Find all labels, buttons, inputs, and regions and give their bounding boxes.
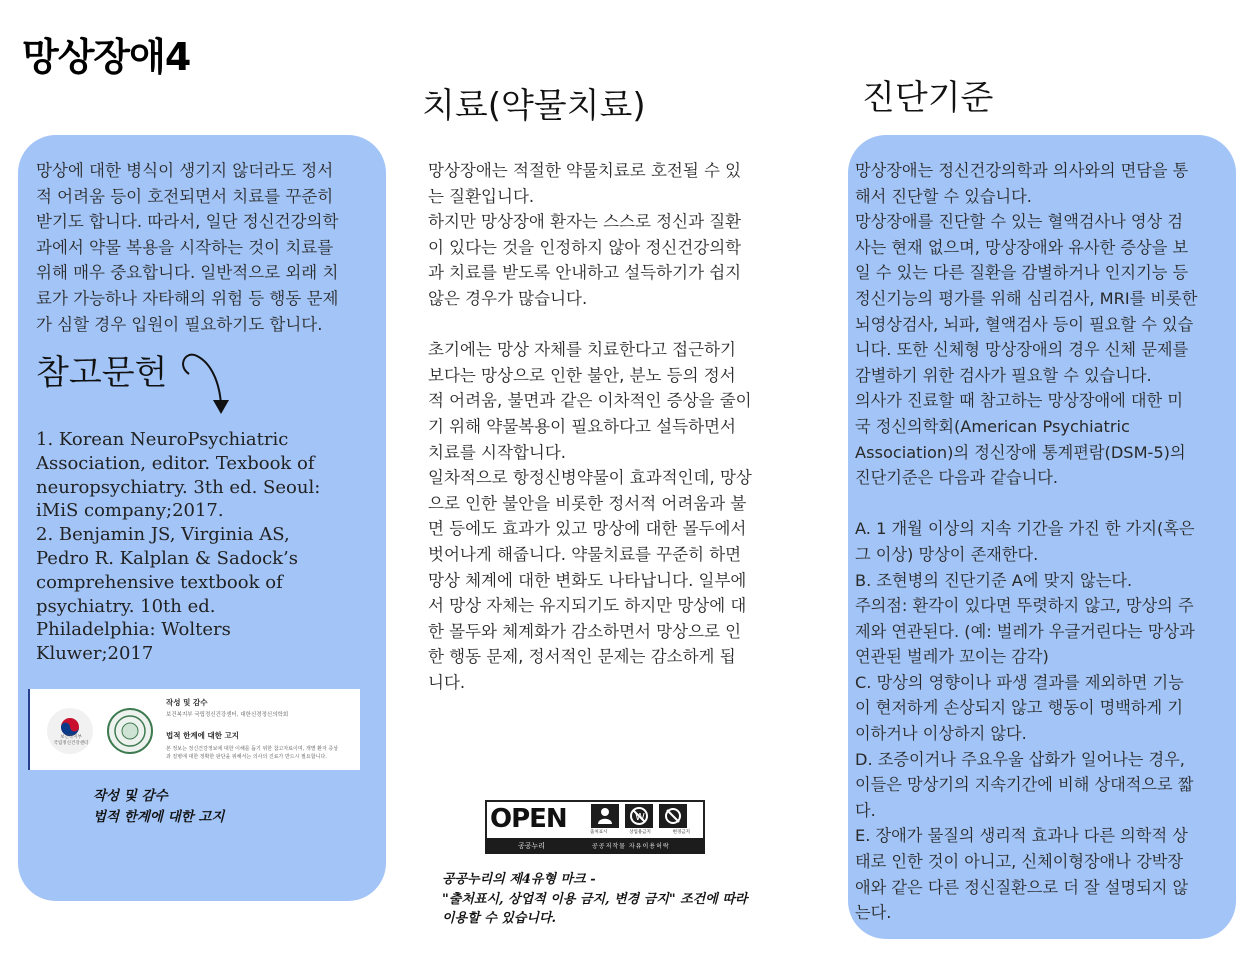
icon-label-no-derivatives: 변경금지	[672, 830, 690, 835]
svg-text:W: W	[635, 812, 645, 823]
page-title: 망상장애4	[22, 35, 191, 79]
curved-arrow-icon	[175, 348, 245, 420]
open-logo-text: OPEN	[490, 804, 567, 834]
diagnosis-heading: 진단기준	[862, 78, 994, 118]
treatment-heading: 치료(약물치료)	[422, 86, 646, 126]
open-badge-left-label: 공공누리	[518, 842, 546, 850]
notice-box-section2-text: 본 정보는 정신건강정보에 대한 이해를 돕기 위한 참고자료이며, 개별 환자 증상 과 질병에 대한 정확한 판단을 위해서는 의사의 진료가 반드시 필요합니다.	[166, 746, 339, 760]
seal-icon	[109, 710, 151, 752]
icon-label-non-commercial: 상업용금지	[629, 830, 651, 835]
attribution-icon	[591, 804, 619, 828]
taegeuk-icon	[47, 708, 93, 754]
diagnosis-body-text: 망상장애는 정신건강의학과 의사와의 면담을 통 해서 진단할 수 있습니다. 망상장애를 진단할 수 있는 혈액검사나 영상 검 사는 현재 없으며, 망상장애와 유사한 증상을 보 일 수 있는 다른 질환을 감별하거나 인지기능 등 정신기능의 평가를 위해 심리검사, MRI를 비롯한 뇌영상검사, 뇌파, 혈액검사 등이 필요할 수 있습 니다. 또한 신체형 망상장애의 경우 신체 문제를 감별하기 위한 검사가 필요할 수 있습니다. 의사가 진료할 때 참고하는 망상장애에 대한 미 국 정신의학회(American Psychiatric Association)의 정신장애 통계편람(DSM-5)의 진단기준은 다음과 같습니다. A. 1 개월 이상의 지속 기간을 가진 한 가지(혹은 그 이상) 망상이 존재한다. B. 조현병의 진단기준 A에 맞지 않는다. 주의점: 환각이 있다면 뚜렷하지 않고, 망상의 주 제와 연관된다. (예: 벌레가 우글거린다는 망상과 연관된 벌레가 꼬이는 감각) C. 망상의 영향이나 파생 결과를 제외하면 기능 이 현저하게 손상되지 않고 행동이 명백하게 기 이하거나 이상하지 않다. D. 조증이거나 주요우울 삽화가 일어나는 경우, 이들은 망상기의 지속기간에 비해 상대적으로 짧 다. E. 장애가 물질의 생리적 효과나 다른 의학적 상 태로 인한 것이 아니고, 신체이형장애나 강박장 애와 같은 다른 정신질환으로 더 잘 설명되지 않 는다.	[855, 161, 1198, 923]
notice-box-section1-text: 보건복지부 국립정신건강센터, 대한신경정신의학회	[166, 712, 289, 718]
references-heading: 참고문헌	[36, 353, 168, 393]
treatment-body-text: 망상장애는 적절한 약물치료로 호전될 수 있 는 질환입니다. 하지만 망상장애 환자는 스스로 정신과 질환 이 있다는 것을 인정하지 않아 정신건강의학 과 치료를 받도록 안내하고 설득하기가 쉽지 않은 경우가 많습니다. 초기에는 망상 자체를 치료한다고 접근하기 보다는 망상으로 인한 불안, 분노 등의 정서 적 어려움, 불면과 같은 이차적인 증상을 줄이 기 위해 약물복용이 필요하다고 설득하면서 치료를 시작합니다. 일차적으로 항정신병약물이 효과적인데, 망상 으로 인한 불안을 비롯한 정서적 어려움과 불 면 등에도 효과가 있고 망상에 대한 몰두에서 벗어나게 해줍니다. 약물치료를 꾸준히 하면 망상 체계에 대한 변화도 나타납니다. 일부에 서 망상 자체는 유지되기도 하지만 망상에 대 한 몰두와 체계화가 감소하면서 망상으로 인 한 행동 문제, 정서적인 문제는 감소하게 됩 니다.	[428, 161, 752, 692]
open-badge-icon-labels	[590, 829, 690, 835]
license-caption: 공공누리의 제4유형 마크 - "출처표시, 상업적 이용 금지, 변경 금지" 조건에 따라 이용할 수 있습니다.	[442, 872, 748, 926]
notice-caption: 작성 및 감수 법적 한계에 대한 고지	[93, 788, 225, 825]
ministry-logo	[47, 708, 93, 754]
association-seal-logo	[107, 708, 153, 754]
open-badge-right-label: 공공저작물 자유이용허락	[592, 843, 670, 850]
references-list: 1. Korean NeuroPsychiatric Association, editor. Texbook of neuropsychiatry. 3th ed. Seoul: iMiS company;2017. 2. Benjamin JS, Virginia AS, Pedro R. Kalplan & Sadock’s comprehensive textbook of psychiatry. 10th ed. Philadelphia: Wolters Kluwer;2017	[36, 429, 321, 665]
ministry-logo-text: 보건복지부 국립정신건강센터	[53, 735, 89, 746]
treatment-intro-text: 망상에 대한 병식이 생기지 않더라도 정서 적 어려움 등이 호전되면서 치료를 꾸준히 받기도 합니다. 따라서, 일단 정신건강의학 과에서 약물 복용을 시작하는 것이 치료를 위해 매우 중요합니다. 일반적으로 외래 치 료가 가능하나 자타해의 위험 등 행동 문제 가 심할 경우 입원이 필요하기도 합니다.	[36, 161, 339, 334]
icon-label-attribution: 출처표시	[590, 830, 608, 835]
notice-box-section1-title: 작성 및 감수	[166, 698, 208, 707]
notice-box-section2-title: 법적 한계에 대한 고지	[166, 731, 240, 740]
non-commercial-icon	[625, 804, 653, 828]
no-derivatives-icon	[659, 804, 687, 828]
